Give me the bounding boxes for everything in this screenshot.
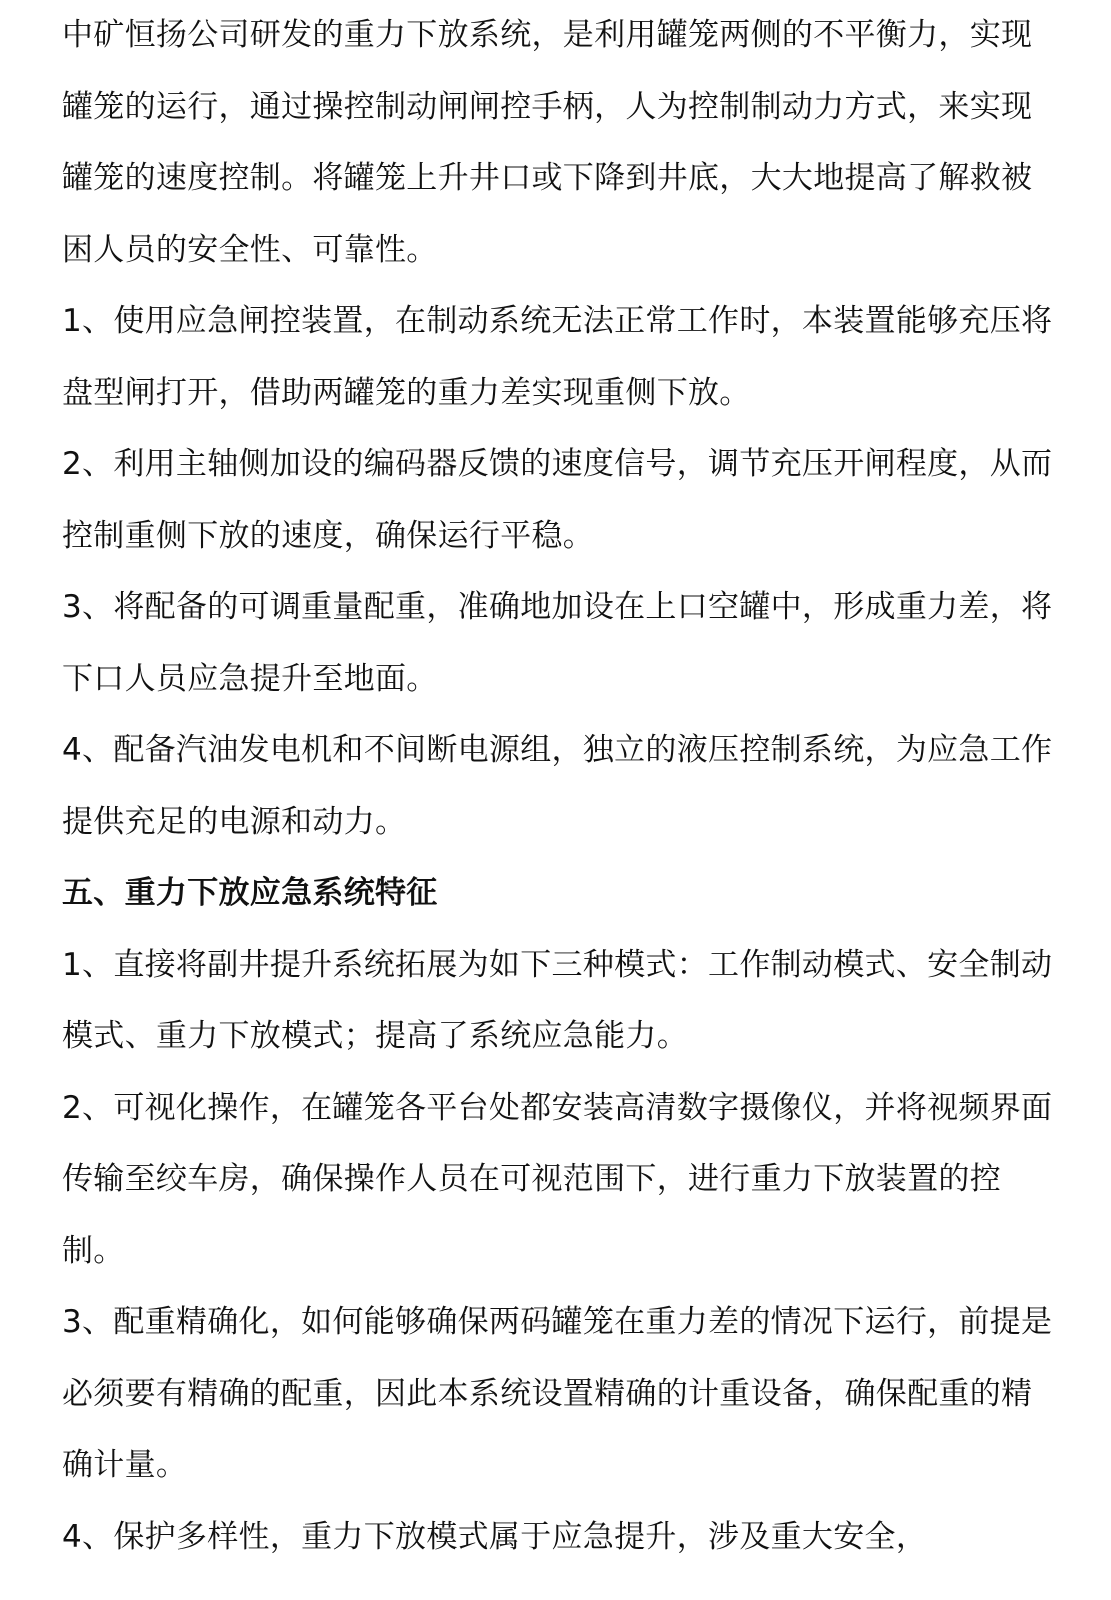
list-item-adjustable-counterweight: 3、将配备的可调重量配重，准确地加设在上口空罐中，形成重力差，将下口人员应急提升至地面。 bbox=[62, 589, 1053, 697]
feature-item-visual-operation: 2、可视化操作，在罐笼各平台处都安装高清数字摄像仪，并将视频界面传输至绞车房，确保操作人员在可视范围下，进行重力下放装置的控制。 bbox=[62, 1089, 1053, 1269]
feature-item-three-modes: 1、直接将副井提升系统拓展为如下三种模式：工作制动模式、安全制动模式、重力下放模式；提高了系统应急能力。 bbox=[62, 946, 1053, 1054]
document-body bbox=[62, 0, 1062, 1573]
feature-item-protection-diversity: 4、保护多样性，重力下放模式属于应急提升，涉及重大安全， bbox=[62, 1518, 928, 1555]
list-item-backup-power: 4、配备汽油发电机和不间断电源组，独立的液压控制系统，为应急工作提供充足的电源和动力。 bbox=[62, 732, 1053, 840]
feature-item-precise-counterweight: 3、配重精确化，如何能够确保两码罐笼在重力差的情况下运行，前提是必须要有精确的配重，因此本系统设置精确的计重设备，确保配重的精确计量。 bbox=[62, 1304, 1053, 1483]
intro-paragraph: 中矿恒扬公司研发的重力下放系统，是利用罐笼两侧的不平衡力，实现罐笼的运行，通过操控制动闸闸控手柄，人为控制制动力方式，来实现罐笼的速度控制。将罐笼上升井口或下降到井底，大大地提高了解救被困人员的安全性、可靠性。 bbox=[62, 17, 1033, 268]
list-item-encoder-speed-signal: 2、利用主轴侧加设的编码器反馈的速度信号，调节充压开闸程度，从而控制重侧下放的速度，确保运行平稳。 bbox=[62, 446, 1053, 554]
section-heading: 五、重力下放应急系统特征 bbox=[62, 875, 438, 911]
list-item-emergency-brake-control: 1、使用应急闸控装置，在制动系统无法正常工作时，本装置能够充压将盘型闸打开，借助两罐笼的重力差实现重侧下放。 bbox=[62, 303, 1053, 411]
